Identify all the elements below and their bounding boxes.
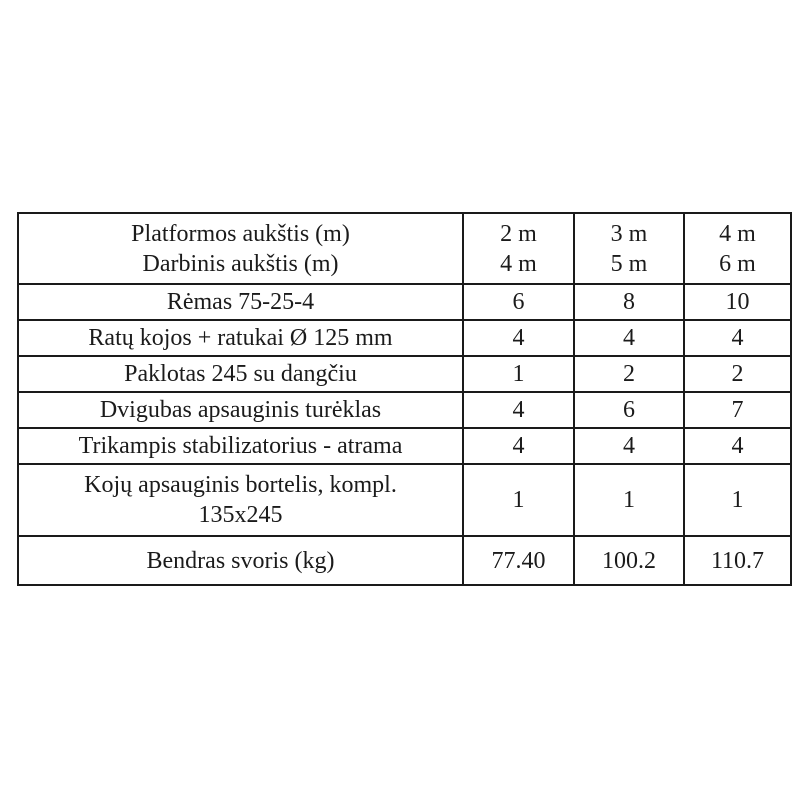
footer-value: 110.7 [684, 536, 791, 585]
row-value: 1 [463, 356, 574, 392]
table-header-row [18, 213, 791, 284]
row-value: 4 [574, 320, 684, 356]
header-col-1-line-2: 4 m [500, 250, 537, 277]
header-col-3-line-1: 4 m [719, 220, 756, 247]
row-value: 4 [463, 320, 574, 356]
row-value: 4 [463, 392, 574, 428]
row-value: 2 [684, 356, 791, 392]
row-value: 2 [574, 356, 684, 392]
row-value: 1 [463, 464, 574, 536]
table-row [18, 356, 791, 392]
spec-table [17, 212, 792, 586]
table-row [18, 464, 791, 536]
row-label: Paklotas 245 su dangčiu [18, 356, 463, 392]
row-value: 8 [574, 284, 684, 320]
table-row [18, 284, 791, 320]
header-label-cell [18, 213, 463, 284]
row-label [18, 464, 463, 536]
table-row [18, 392, 791, 428]
table-footer-row [18, 536, 791, 585]
row-value: 4 [574, 428, 684, 464]
header-col-1-line-1: 2 m [500, 220, 537, 247]
row-value: 1 [684, 464, 791, 536]
header-col-2 [574, 213, 684, 284]
row-value: 4 [684, 320, 791, 356]
row-label: Rėmas 75-25-4 [18, 284, 463, 320]
row-value: 1 [574, 464, 684, 536]
footer-value: 100.2 [574, 536, 684, 585]
footer-label: Bendras svoris (kg) [18, 536, 463, 585]
header-col-2-line-1: 3 m [610, 220, 648, 247]
row-value: 6 [463, 284, 574, 320]
header-col-3 [684, 213, 791, 284]
row-label: Trikampis stabilizatorius - atrama [18, 428, 463, 464]
header-col-2-line-2: 5 m [610, 250, 648, 277]
row-value: 4 [463, 428, 574, 464]
row-label: Dvigubas apsauginis turėklas [18, 392, 463, 428]
table-row [18, 320, 791, 356]
footer-value: 77.40 [463, 536, 574, 585]
row-value: 6 [574, 392, 684, 428]
row-value: 7 [684, 392, 791, 428]
row-value: 4 [684, 428, 791, 464]
row-label: Ratų kojos + ratukai Ø 125 mm [18, 320, 463, 356]
header-label-line-1: Platformos aukštis (m) [131, 220, 350, 247]
row-value: 10 [684, 284, 791, 320]
header-col-3-line-2: 6 m [719, 250, 756, 277]
table-row [18, 428, 791, 464]
header-col-1 [463, 213, 574, 284]
header-label-line-2: Darbinis aukštis (m) [142, 250, 339, 277]
row-label-line-2: 135x245 [198, 502, 283, 528]
row-label-line-1: Kojų apsauginis bortelis, kompl. [84, 472, 397, 498]
